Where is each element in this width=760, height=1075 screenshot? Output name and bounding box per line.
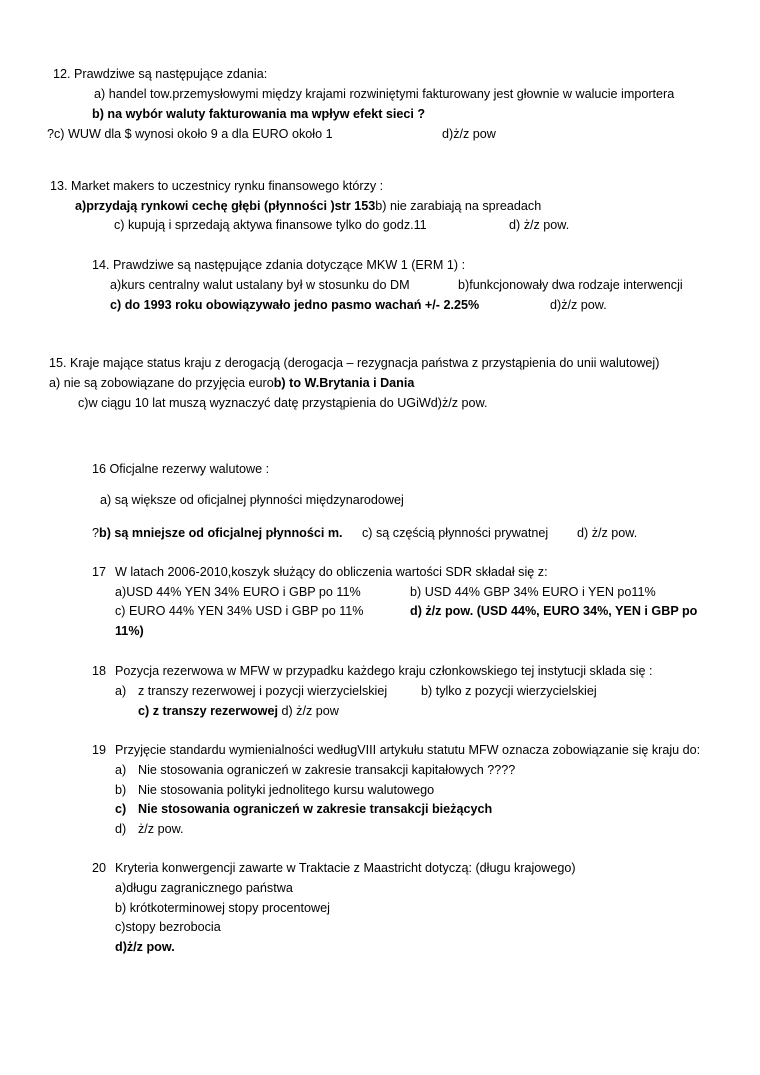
q17-stem: W latach 2006-2010,koszyk służący do obliczenia wartości SDR składał się z: xyxy=(115,565,548,579)
q17-option-a: a)USD 44% YEN 34% EURO i GBP po 11% xyxy=(115,585,361,599)
q13-options-ab xyxy=(75,199,541,214)
q15-options-ab xyxy=(49,376,414,391)
q18-option-a: z transzy rezerwowej i pozycji wierzycielskiej xyxy=(138,684,388,698)
q13-option-b: b) nie zarabiają na spreadach xyxy=(375,199,542,213)
q18-option-d: d) ż/z pow xyxy=(281,704,339,718)
q19-option-d-label: d) xyxy=(115,822,127,836)
q17-number: 17 xyxy=(92,565,107,579)
q14-option-c: c) do 1993 roku obowiązywało jedno pasmo wachań +/- 2.25% xyxy=(110,298,480,312)
q12-option-d: d)ż/z pow xyxy=(442,127,496,141)
q20-option-a: a)długu zagranicznego państwa xyxy=(115,881,293,895)
q13-option-c: c) kupują i sprzedają aktywa finansowe tylko do godz.11 xyxy=(114,218,427,232)
q19-number: 19 xyxy=(92,743,107,757)
q18-stem: Pozycja rezerwowa w MFW w przypadku każdego kraju członkowskiego tej instytucji sklada się : xyxy=(115,664,653,678)
q20-option-b: b) krótkoterminowej stopy procentowej xyxy=(115,901,330,915)
q19-option-b: Nie stosowania polityki jednolitego kursu walutowego xyxy=(138,783,435,797)
q12-option-c: ?c) WUW dla $ wynosi około 9 a dla EURO około 1 xyxy=(47,127,333,141)
q19-option-d: ż/z pow. xyxy=(138,822,184,836)
q19-stem: Przyjęcie standardu wymienialności wedługVIII artykułu statutu MFW oznacza zobowiązanie się kraju do: xyxy=(115,743,701,757)
q17-option-c: c) EURO 44% YEN 34% USD i GBP po 11% xyxy=(115,604,364,618)
q16-option-a: a) są większe od oficjalnej płynności międzynarodowej xyxy=(100,493,404,507)
q15-stem: 15. Kraje mające status kraju z derogacją (derogacja – rezygnacja państwa z przystąpienia do unii walutowej) xyxy=(49,356,660,370)
q14-option-b: b)funkcjonowały dwa rodzaje interwencji xyxy=(458,278,683,292)
q18-options-cd xyxy=(138,704,339,719)
q17-option-d: d) ż/z pow. (USD 44%, EURO 34%, YEN i GBP po xyxy=(410,604,698,618)
q16-option-c: c) są częścią płynności prywatnej xyxy=(362,526,549,540)
q13-option-d: d) ż/z pow. xyxy=(509,218,570,232)
q12-stem: 12. Prawdziwe są następujące zdania: xyxy=(53,67,268,81)
q20-number: 20 xyxy=(92,861,107,875)
q19-option-a: Nie stosowania ograniczeń w zakresie transakcji kapitałowych ???? xyxy=(138,763,516,777)
q18-number: 18 xyxy=(92,664,107,678)
q14-stem: 14. Prawdziwe są następujące zdania dotyczące MKW 1 (ERM 1) : xyxy=(92,258,466,272)
q16-option-b-prefix: ? xyxy=(92,526,100,540)
q16-option-b: b) są mniejsze od oficjalnej płynności m. xyxy=(99,526,343,540)
q12-option-b: b) na wybór waluty fakturowania ma wpływ efekt sieci ? xyxy=(92,107,426,121)
q18-option-b: b) tylko z pozycji wierzycielskiej xyxy=(421,684,597,698)
q16-option-d: d) ż/z pow. xyxy=(577,526,638,540)
q14-option-a: a)kurs centralny walut ustalany był w stosunku do DM xyxy=(110,278,410,292)
q20-stem: Kryteria konwergencji zawarte w Traktacie z Maastricht dotyczą: (długu krajowego) xyxy=(115,861,576,875)
q19-option-a-label: a) xyxy=(115,763,127,777)
q20-option-d: d)ż/z pow. xyxy=(115,940,175,954)
q15-option-c: c)w ciągu 10 lat muszą wyznaczyć datę przystąpienia do UGiWd)ż/z pow. xyxy=(78,396,488,410)
q18-option-a-label: a) xyxy=(115,684,127,698)
q19-option-c-label: c) xyxy=(115,802,127,816)
q17-option-b: b) USD 44% GBP 34% EURO i YEN po11% xyxy=(410,585,656,599)
q18-option-c: c) z transzy rezerwowej xyxy=(138,704,278,718)
q15-option-b: b) to W.Brytania i Dania xyxy=(273,376,415,390)
q12-option-a: a) handel tow.przemysłowymi między krajami rozwiniętymi fakturowany jest głownie w walucie importera xyxy=(94,87,675,101)
q16-option-b-line xyxy=(92,526,343,541)
q19-option-c: Nie stosowania ograniczeń w zakresie transakcji bieżących xyxy=(138,802,493,816)
q17-option-d-continued: 11%) xyxy=(115,624,144,638)
q14-option-d: d)ż/z pow. xyxy=(550,298,607,312)
q15-option-a: a) nie są zobowiązane do przyjęcia euro xyxy=(49,376,274,390)
q13-stem: 13. Market makers to uczestnicy rynku finansowego którzy : xyxy=(50,179,384,193)
q16-stem: 16 Oficjalne rezerwy walutowe : xyxy=(92,462,270,476)
q13-option-a: a)przydają rynkowi cechę głębi (płynności )str 153 xyxy=(75,199,376,213)
q19-option-b-label: b) xyxy=(115,783,127,797)
q20-option-c: c)stopy bezrobocia xyxy=(115,920,221,934)
